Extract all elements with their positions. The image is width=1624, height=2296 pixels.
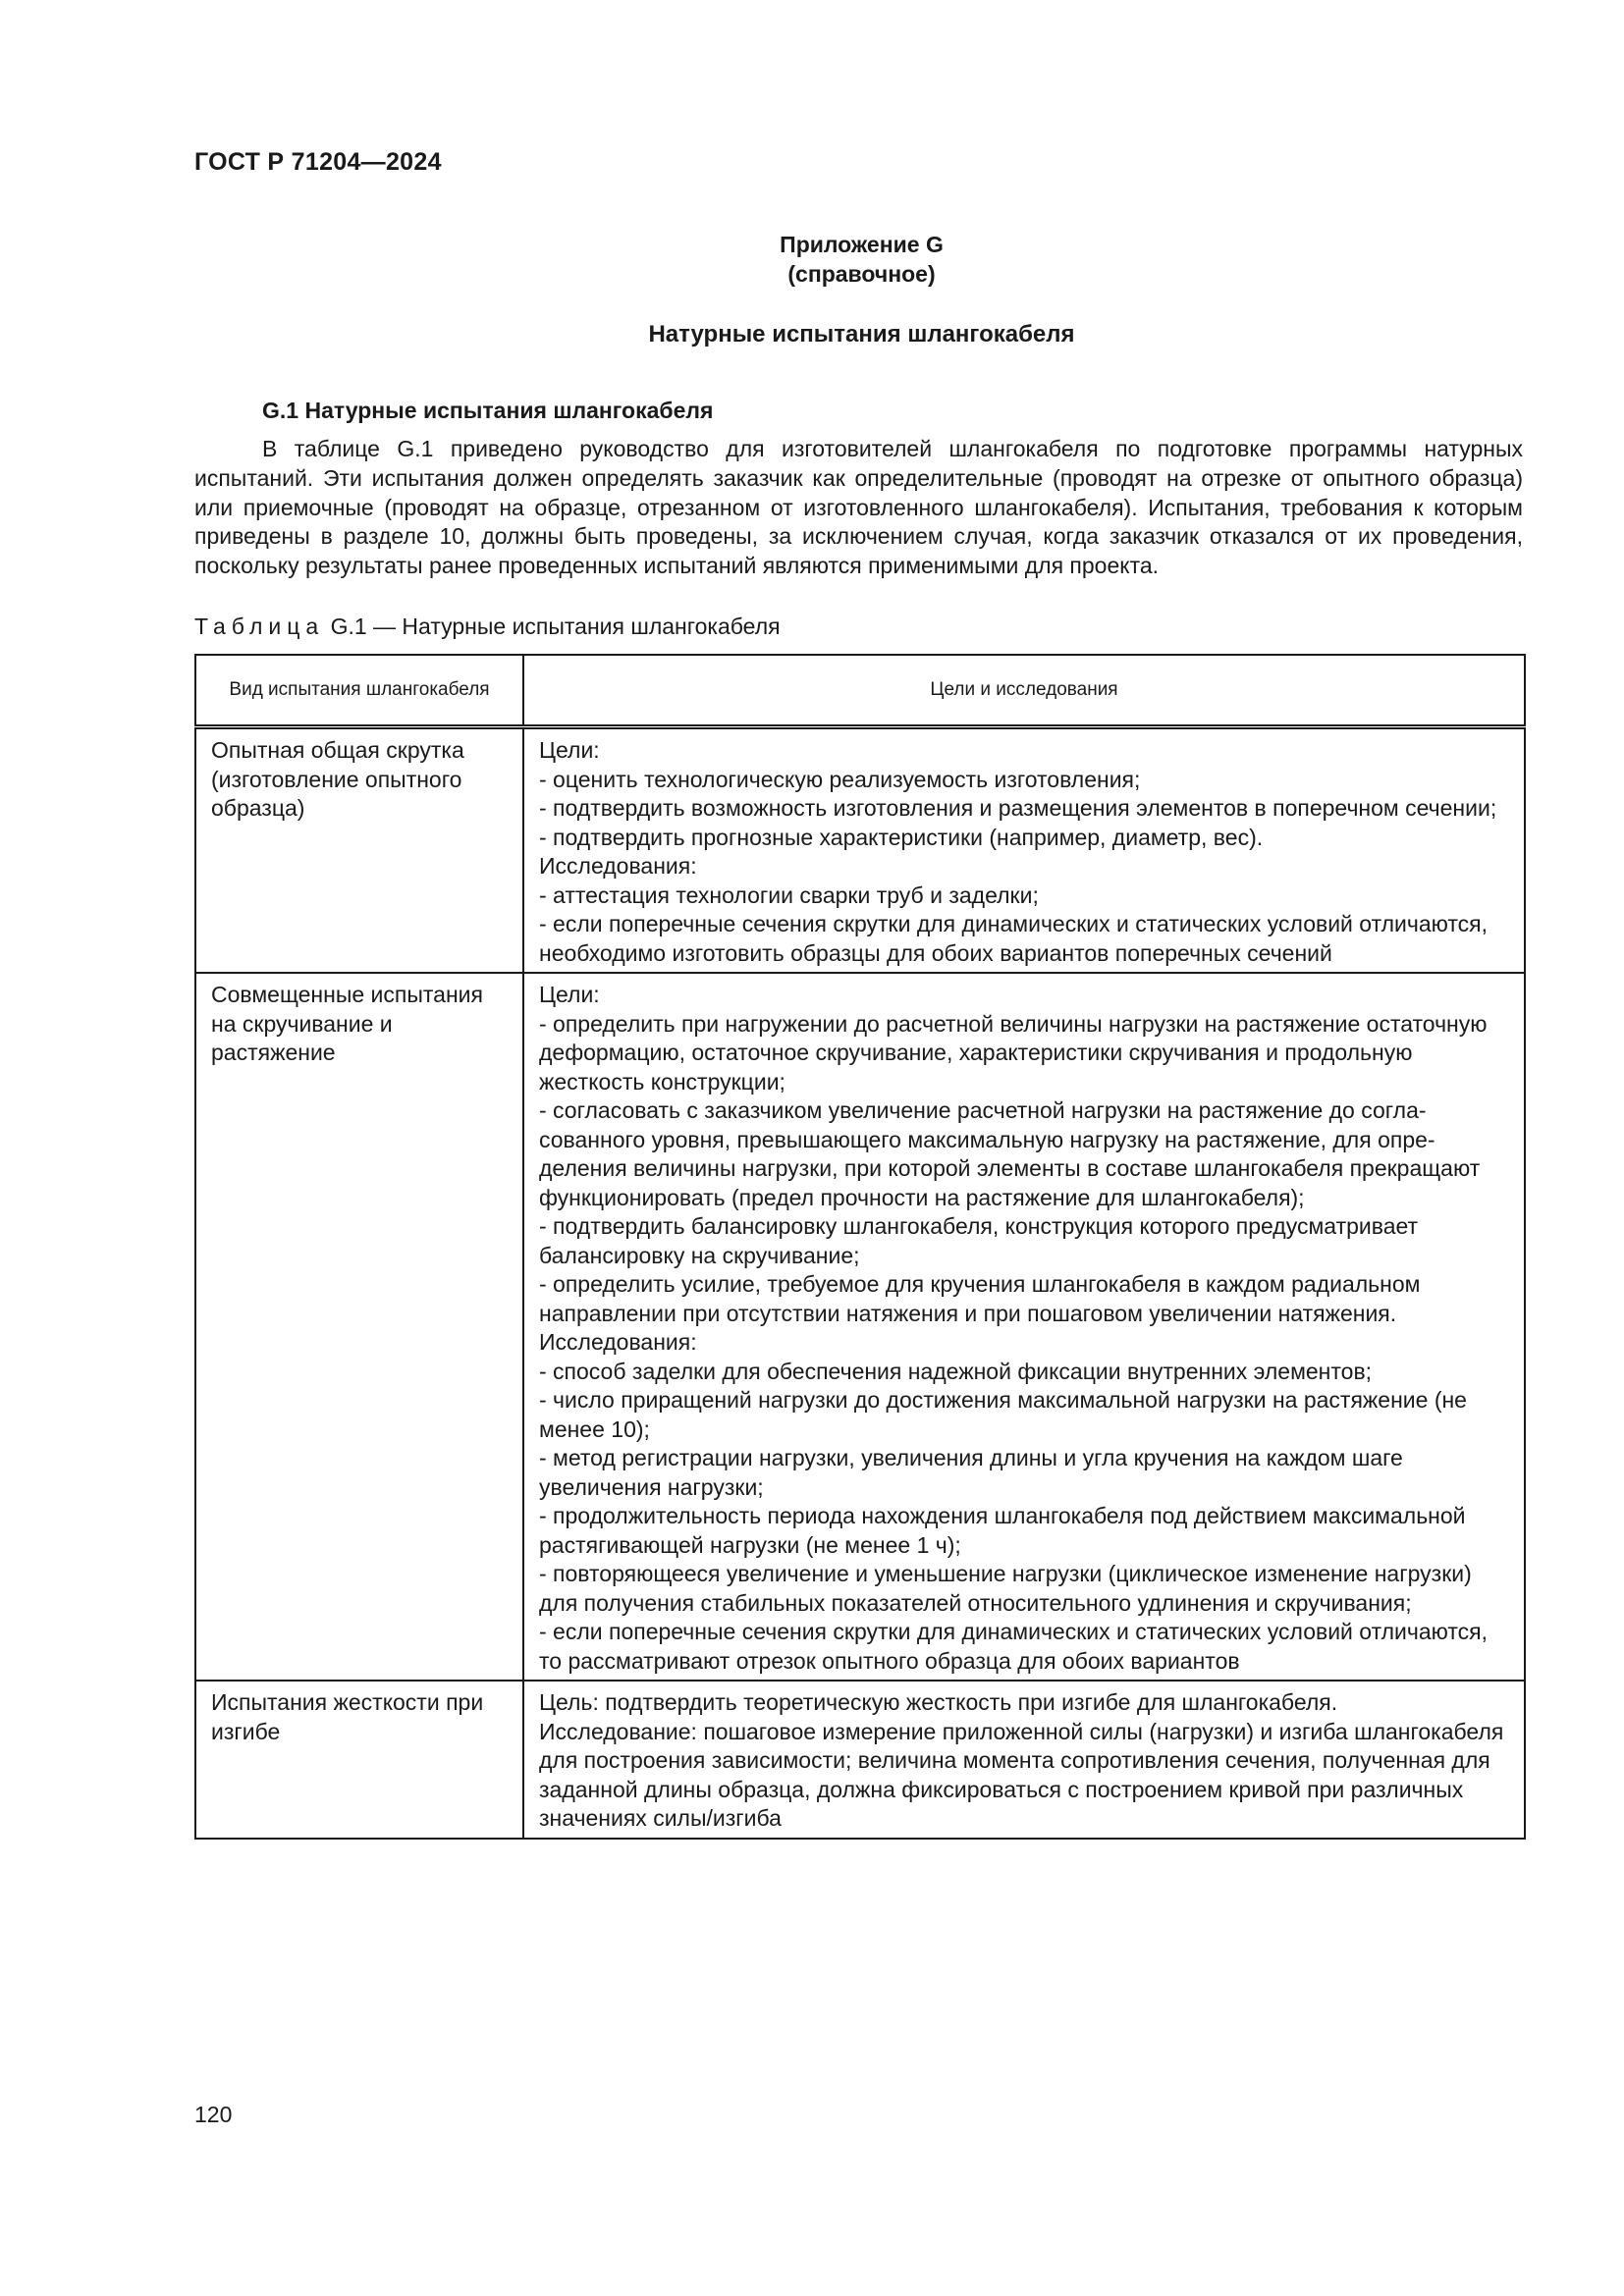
table-header-row: [195, 655, 1525, 727]
subsection-title: G.1 Натурные испытания шлангокабеля: [262, 398, 714, 423]
goals-line: - определить при нагружении до расчетной величины нагрузки на растяжение остаточную деформацию, остаточное скручивание, характеристики скручивания и продольную жесткость конструкции;: [539, 1010, 1488, 1095]
goals-line: - продолжительность периода нахождения шлангокабеля под действием максимальной растягивающей нагрузки (не менее 1 ч);: [539, 1503, 1466, 1558]
annex-label: Приложение G: [780, 232, 944, 257]
goals-line: Исследования:: [539, 853, 697, 879]
goals-line: - повторяющееся увеличение и уменьшение нагрузки (циклическое изменение нагрузки) для получения стабильных показателей относительного удлинения и скручивания;: [539, 1561, 1472, 1616]
goals-line: Исследование: пошаговое измерение приложенной силы (нагрузки) и изгиба шлангокабеля для построения зависимости; величина момента сопротивления сечения, полученная для заданной длины образца, должна фиксироваться с построением кривой при различных значениях силы/изгиба: [539, 1718, 1504, 1831]
goals-line: - подтвердить возможность изготовления и размещения элементов в поперечном сечении;: [539, 795, 1497, 821]
table-caption: [194, 614, 781, 640]
goals-cell: [523, 973, 1525, 1681]
goals-cell: [523, 727, 1525, 974]
test-type-cell: Испытания жесткости при изгибе: [195, 1681, 523, 1839]
goals-line: - если поперечные сечения скрутки для динамических и статических условий отличаются, то рассматривают отрезок опытного образца для обоих вариантов: [539, 1619, 1489, 1674]
goals-line: - определить усилие, требуемое для кручения шлангокабеля в каждом радиальном направлении при отсутствии натяжения и при пошаговом увеличении натяжения.: [539, 1271, 1421, 1326]
tests-table: [194, 654, 1526, 1840]
goals-line: - аттестация технологии сварки труб и заделки;: [539, 881, 1039, 908]
goals-line: - согласовать с заказчиком увеличение расчетной нагрузки на растяжение до согласованного уровня, превышающего максимальную нагрузку на растяжение, для определения величины нагрузки, при которой элементы в составе шлангокабеля прекращают функционировать (предел прочности на растяжение для шлангокабеля);: [539, 1097, 1481, 1210]
page-number: 120: [194, 2102, 233, 2127]
goals-line: - способ заделки для обеспечения надежной фиксации внутренних элементов;: [539, 1358, 1373, 1384]
annex-title: [0, 230, 1624, 289]
goals-line: - если поперечные сечения скрутки для динамических и статических условий отличаются, необходимо изготовить образцы для обоих вариантов поперечных сечений: [539, 911, 1489, 966]
goals-line: - метод регистрации нагрузки, увеличения длины и угла кручения на каждом шаге увеличения нагрузки;: [539, 1445, 1403, 1500]
table-row: [195, 727, 1525, 974]
goals-line: Цель: подтвердить теоретическую жесткость при изгибе для шлангокабеля.: [539, 1689, 1338, 1715]
header-goals: Цели и исследования: [523, 655, 1525, 727]
intro-paragraph: В таблице G.1 приведено руководство для изготовителей шлангокабеля по подготовке программы натурных испытаний. Эти испытания должен определять заказчик как определительные (проводят на отрезке от опытного образца) или приемочные (проводят на образце, отрезанном от изготовленного шлангокабеля). Испытания, требования к которым приведены в разделе 10, должны быть проведены, за исключением случая, когда заказчик отказался от их проведения, поскольку результаты ранее проведенных испытаний являются применимыми для проекта.: [194, 436, 1523, 579]
header-test-type: Вид испытания шлангокабеля: [195, 655, 523, 727]
goals-line: - подтвердить балансировку шлангокабеля, конструкция которого предусматривает балансировку на скручивание;: [539, 1213, 1419, 1268]
goals-line: - число приращений нагрузки до достижения максимальной нагрузки на растяжение (не менее 10);: [539, 1387, 1467, 1442]
goals-line: Цели:: [539, 737, 600, 763]
table-caption-text: G.1 — Натурные испытания шлангокабеля: [330, 614, 781, 639]
goals-line: - оценить технологическую реализуемость изготовления;: [539, 766, 1141, 792]
test-type-cell: Опытная общая скрутка (изготовление опытного образца): [195, 727, 523, 974]
goals-line: - подтвердить прогнозные характеристики (например, диаметр, вес).: [539, 824, 1264, 850]
goals-line: Исследования:: [539, 1329, 697, 1355]
annex-status: (справочное): [787, 261, 936, 287]
goals-line: Цели:: [539, 982, 600, 1007]
annex-heading: Натурные испытания шлангокабеля: [648, 321, 1075, 347]
goals-cell: [523, 1681, 1525, 1839]
table-row: [195, 973, 1525, 1681]
test-type-cell: Совмещенные испытания на скручивание и растяжение: [195, 973, 523, 1681]
table-caption-prefix: Таблица: [194, 614, 325, 639]
table-row: [195, 1681, 1525, 1839]
document-code: ГОСТ Р 71204—2024: [194, 148, 442, 176]
